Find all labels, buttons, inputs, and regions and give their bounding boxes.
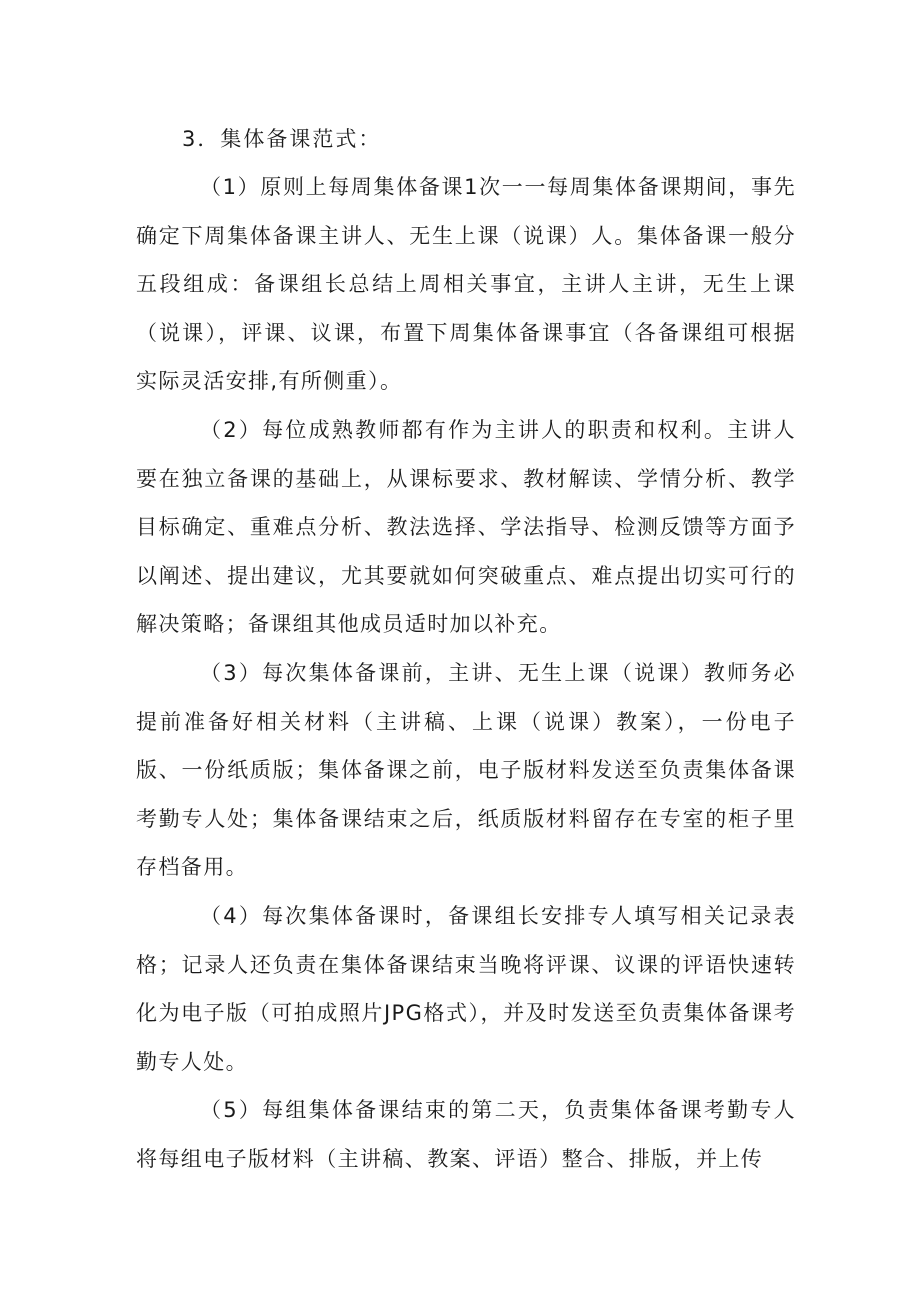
- paragraph-3: （3）每次集体备课前，主讲、无生上课（说课）教师务必提前准备好相关材料（主讲稿、上课（说课）教案），一份电子版、一份纸质版；集体备课之前，电子版材料发送至负责集体备课考勤专人处；集体备课结束之后，纸质版材料留存在专室的柜子里存档备用。: [136, 660, 796, 880]
- paragraph-1: （1）原则上每周集体备课1次一一每周集体备课期间，事先确定下周集体备课主讲人、无生上课（说课）人。集体备课一般分五段组成：备课组长总结上周相关事宜，主讲人主讲，无生上课（说课），评课、议课，布置下周集体备课事宜（各备课组可根据实际灵活安排,有所侧重）。: [136, 175, 796, 394]
- paragraph-2: （2）每位成熟教师都有作为主讲人的职责和权利。主讲人要在独立备课的基础上，从课标要求、教材解读、学情分析、教学目标确定、重难点分析、教法选择、学法指导、检测反馈等方面予以阐述、提出建议，尤其要就如何突破重点、难点提出切实可行的解决策略；备课组其他成员适时加以补充。: [136, 417, 796, 637]
- document-body: [136, 115, 796, 1183]
- section-heading: 3．集体备课范式：: [182, 127, 382, 151]
- paragraph-4: （4）每次集体备课时，备课组长安排专人填写相关记录表格；记录人还负责在集体备课结束当晚将评课、议课的评语快速转化为电子版（可拍成照片JPG格式），并及时发送至负责集体备课考勤专人处。: [136, 903, 796, 1074]
- paragraph-5: （5）每组集体备课结束的第二天，负责集体备课考勤专人将每组电子版材料（主讲稿、教案、评语）整合、排版，并上传: [136, 1098, 796, 1171]
